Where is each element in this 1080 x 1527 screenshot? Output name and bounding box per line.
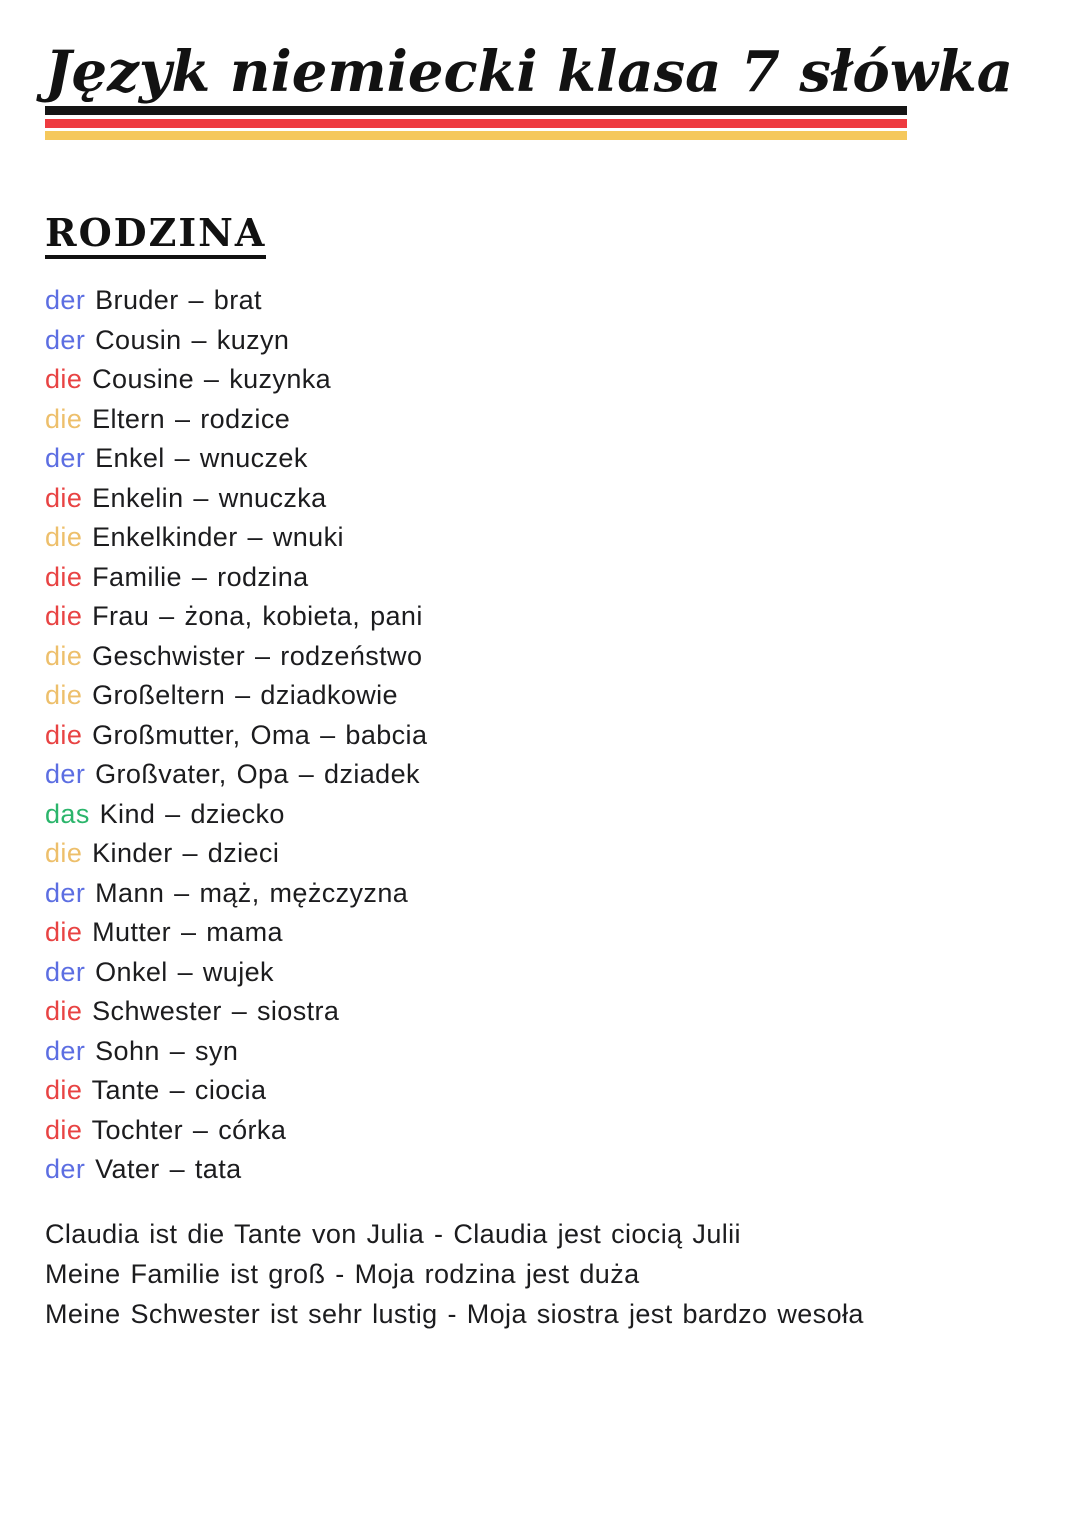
- page-title: Język niemiecki klasa 7 słówka: [45, 39, 1014, 105]
- word-translation: Tochter – córka: [91, 1114, 287, 1145]
- article-label: der: [45, 324, 86, 355]
- article-label: der: [45, 285, 86, 316]
- vocab-row: [45, 1111, 1035, 1151]
- word-translation: Mann – mąż, mężczyzna: [95, 877, 409, 908]
- vocab-row: [45, 360, 1035, 400]
- article-label: der: [45, 877, 86, 908]
- example-sentence: Meine Familie ist groß - Moja rodzina jest duża: [45, 1258, 640, 1289]
- vocab-row: [45, 834, 1035, 874]
- vocab-row: [45, 874, 1035, 914]
- vocab-row: [45, 518, 1035, 558]
- example-sentences: [45, 1214, 1035, 1334]
- word-translation: Kind – dziecko: [99, 798, 285, 829]
- word-translation: Schwester – siostra: [92, 996, 340, 1027]
- vocab-row: [45, 400, 1035, 440]
- word-translation: Tante – ciocia: [91, 1075, 267, 1106]
- vocab-row: [45, 1150, 1035, 1190]
- section-heading-rodzina: RODZINA: [45, 214, 266, 259]
- article-label: die: [45, 838, 83, 869]
- example-sentence: Meine Schwester ist sehr lustig - Moja siostra jest bardzo wesoła: [45, 1298, 864, 1329]
- article-label: die: [45, 561, 83, 592]
- word-translation: Mutter – mama: [92, 917, 283, 948]
- article-label: die: [45, 680, 83, 711]
- vocab-row: [45, 716, 1035, 756]
- word-translation: Familie – rodzina: [92, 561, 309, 592]
- article-label: die: [45, 996, 83, 1027]
- article-label: die: [45, 403, 83, 434]
- word-translation: Onkel – wujek: [95, 956, 274, 987]
- vocab-row: [45, 913, 1035, 953]
- word-translation: Vater – tata: [95, 1154, 242, 1185]
- vocab-row: [45, 755, 1035, 795]
- article-label: die: [45, 482, 83, 513]
- article-label: der: [45, 759, 86, 790]
- word-translation: Großeltern – dziadkowie: [92, 680, 398, 711]
- word-translation: Sohn – syn: [95, 1035, 239, 1066]
- article-label: der: [45, 1154, 86, 1185]
- vocab-row: [45, 479, 1035, 519]
- vocab-row: [45, 637, 1035, 677]
- word-translation: Enkelkinder – wnuki: [92, 522, 344, 553]
- flag-stripe-black: [45, 106, 907, 115]
- word-translation: Frau – żona, kobieta, pani: [92, 601, 423, 632]
- article-label: die: [45, 522, 83, 553]
- vocab-row: [45, 321, 1035, 361]
- article-label: der: [45, 956, 86, 987]
- vocab-row: [45, 795, 1035, 835]
- article-label: die: [45, 719, 83, 750]
- word-translation: Großvater, Opa – dziadek: [95, 759, 420, 790]
- flag-stripe-gold: [45, 131, 907, 140]
- vocab-row: [45, 281, 1035, 321]
- flag-stripe-red: [45, 119, 907, 128]
- word-translation: Cousin – kuzyn: [95, 324, 290, 355]
- article-label: die: [45, 364, 83, 395]
- article-label: die: [45, 601, 83, 632]
- article-label: der: [45, 443, 86, 474]
- article-label: die: [45, 1114, 83, 1145]
- word-translation: Bruder – brat: [95, 285, 262, 316]
- vocab-row: [45, 1071, 1035, 1111]
- vocab-row: [45, 1032, 1035, 1072]
- word-translation: Cousine – kuzynka: [92, 364, 332, 395]
- vocab-row: [45, 953, 1035, 993]
- word-translation: Enkelin – wnuczka: [92, 482, 327, 513]
- word-translation: Kinder – dzieci: [92, 838, 280, 869]
- article-label: die: [45, 640, 83, 671]
- vocab-row: [45, 676, 1035, 716]
- german-flag-divider: [45, 106, 907, 140]
- article-label: die: [45, 1075, 83, 1106]
- vocab-row: [45, 558, 1035, 598]
- example-sentence: Claudia ist die Tante von Julia - Claudia jest ciocią Julii: [45, 1218, 741, 1249]
- vocab-row: [45, 597, 1035, 637]
- article-label: die: [45, 917, 83, 948]
- word-translation: Geschwister – rodzeństwo: [92, 640, 423, 671]
- article-label: der: [45, 1035, 86, 1066]
- word-translation: Enkel – wnuczek: [95, 443, 308, 474]
- vocab-row: [45, 992, 1035, 1032]
- word-translation: Großmutter, Oma – babcia: [92, 719, 428, 750]
- vocab-list: [45, 281, 1035, 1190]
- vocab-row: [45, 439, 1035, 479]
- word-translation: Eltern – rodzice: [92, 403, 291, 434]
- article-label: das: [45, 798, 90, 829]
